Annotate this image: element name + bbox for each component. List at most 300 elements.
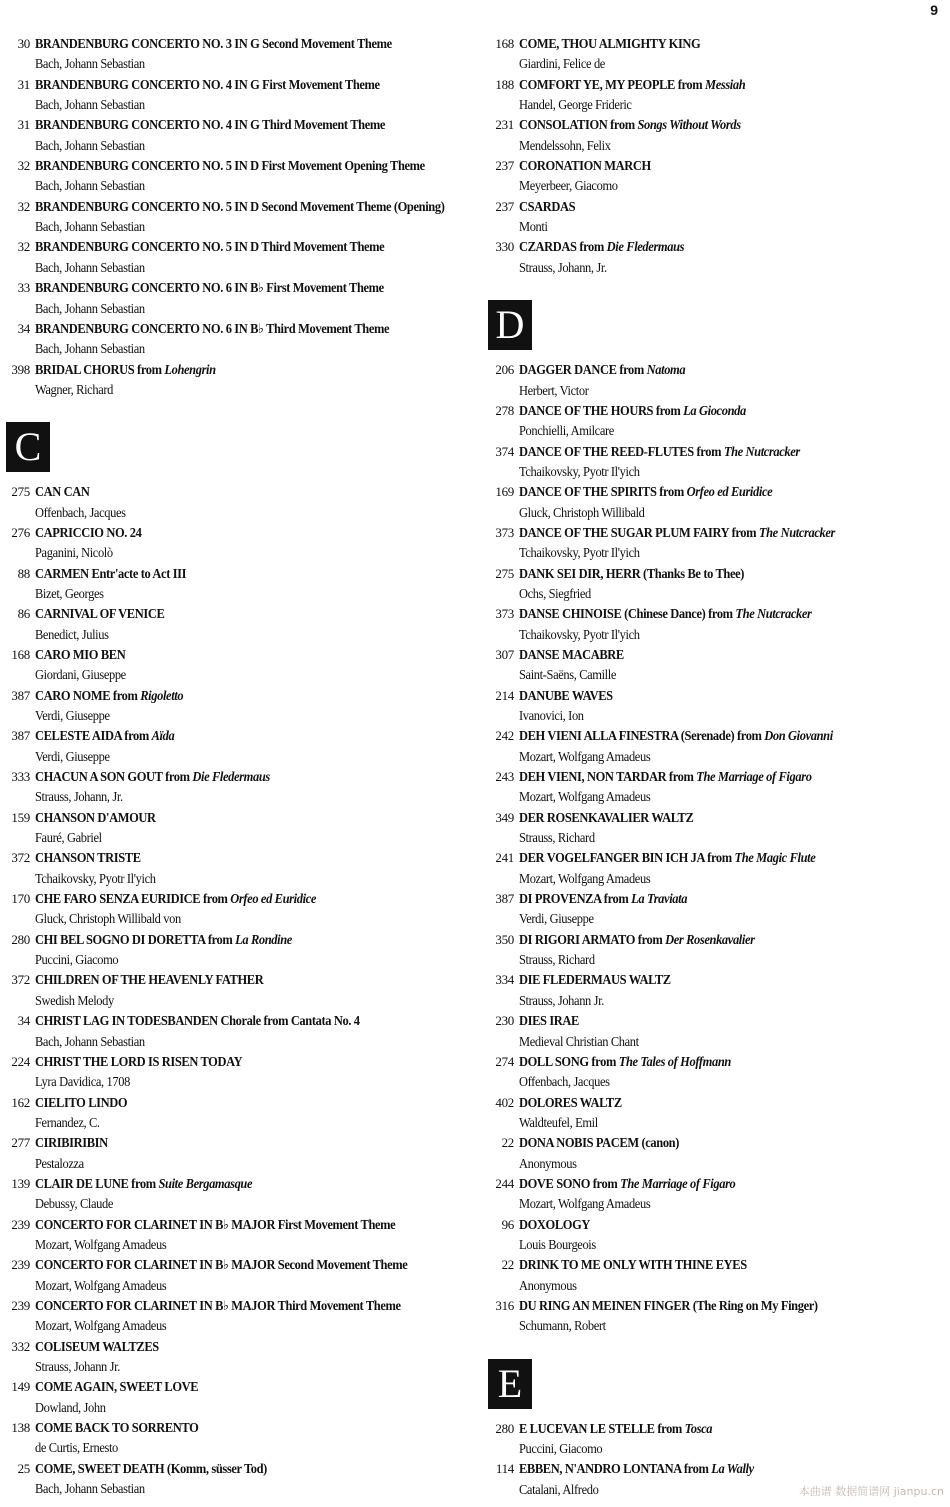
entry-text	[35, 278, 466, 319]
index-entry	[6, 767, 466, 808]
index-entry	[6, 1174, 466, 1215]
title-text: DANSE MACABRE	[519, 646, 624, 662]
source-work: Don Giovanni	[764, 728, 833, 744]
title-text: CELESTE AIDA from	[35, 728, 152, 744]
section-d-list	[488, 360, 938, 1337]
page-ref: 239	[11, 1257, 30, 1273]
page-ref: 372	[11, 850, 30, 866]
title-text: BRANDENBURG CONCERTO NO. 6 IN B♭ First Movement Theme	[35, 280, 384, 296]
entry-text	[35, 156, 466, 197]
index-entry	[6, 1296, 466, 1337]
right-column	[488, 34, 938, 1500]
composer-name: Bach, Johann Sebastian	[35, 137, 145, 153]
entry-title	[519, 564, 909, 584]
page-ref: 32	[17, 239, 30, 255]
section-header-d	[488, 278, 938, 360]
entry-title	[519, 442, 909, 462]
composer-name: Puccini, Giacomo	[35, 952, 119, 968]
title-text: COME, SWEET DEATH (Komm, süsser Tod)	[35, 1460, 267, 1476]
page-ref: 373	[495, 606, 514, 622]
composer-name: Ochs, Siegfried	[519, 585, 591, 601]
page-ref: 32	[17, 158, 30, 174]
index-entry	[488, 197, 938, 238]
entry-title	[35, 1418, 436, 1438]
index-entry	[488, 1296, 938, 1337]
title-text: CIRIBIRIBIN	[35, 1135, 108, 1151]
entry-title	[35, 1133, 436, 1153]
page-ref: 170	[11, 891, 30, 907]
page-ref: 243	[495, 769, 514, 784]
source-work: Suite Bergamasque	[158, 1175, 253, 1191]
page-ref: 31	[17, 76, 30, 92]
composer-name: Bach, Johann Sebastian	[35, 97, 145, 113]
entry-title	[35, 1255, 436, 1275]
index-entry	[6, 360, 466, 401]
entry-title	[519, 604, 909, 624]
entry-text	[35, 360, 466, 401]
entry-text	[35, 889, 466, 930]
page-ref: 25	[17, 1460, 30, 1476]
page-ref: 275	[495, 565, 514, 581]
page-ref: 334	[495, 972, 514, 988]
source-work: Die Fledermaus	[606, 239, 685, 255]
page-ref: 373	[495, 524, 514, 540]
entry-title	[519, 767, 909, 787]
title-text: CARO MIO BEN	[35, 646, 126, 662]
entry-title	[519, 237, 909, 257]
source-work: La Rondine	[235, 931, 292, 947]
composer-name: Verdi, Giuseppe	[519, 911, 594, 927]
composer-name: Herbert, Victor	[519, 382, 589, 398]
page-ref: 22	[501, 1257, 514, 1273]
entry-title	[519, 523, 909, 543]
section-letter-c: C	[6, 422, 50, 472]
entry-text	[35, 1418, 466, 1459]
composer-name: Fernandez, C.	[35, 1114, 100, 1130]
composer-name: Louis Bourgeois	[519, 1236, 596, 1252]
index-entry	[6, 278, 466, 319]
entry-text	[519, 156, 938, 197]
composer-name: Monti	[519, 219, 548, 235]
page-ref: 241	[495, 850, 514, 866]
title-text: CONCERTO FOR CLARINET IN B♭ MAJOR First Movement Theme	[35, 1216, 396, 1232]
entry-text	[519, 1011, 938, 1052]
index-entry	[6, 970, 466, 1011]
composer-name: Mozart, Wolfgang Amadeus	[35, 1236, 167, 1252]
index-entry	[488, 1052, 938, 1093]
entry-text	[519, 197, 938, 238]
index-entry	[488, 808, 938, 849]
entry-text	[35, 1052, 466, 1093]
title-text: DONA NOBIS PACEM (canon)	[519, 1135, 680, 1151]
entry-title	[519, 1255, 909, 1275]
title-text: DIE FLEDERMAUS WALTZ	[519, 972, 671, 988]
index-entry	[488, 156, 938, 197]
entry-text	[519, 360, 938, 401]
index-entry	[6, 889, 466, 930]
title-text: CONCERTO FOR CLARINET IN B♭ MAJOR Third Movement Theme	[35, 1297, 401, 1313]
composer-name: Paganini, Nicolò	[35, 545, 113, 561]
entry-text	[35, 237, 466, 278]
entry-title	[519, 930, 909, 950]
composer-name: Strauss, Johann, Jr.	[35, 789, 123, 805]
index-entry	[6, 930, 466, 971]
entry-title	[35, 808, 436, 828]
page-ref: 33	[17, 280, 30, 296]
index-entry	[6, 726, 466, 767]
source-work: Natoma	[646, 362, 686, 378]
left-column	[6, 34, 466, 1499]
page-ref: 387	[11, 728, 30, 744]
page-ref: 96	[501, 1216, 514, 1232]
entry-title	[35, 889, 436, 909]
index-entry	[6, 848, 466, 889]
composer-name: Schumann, Robert	[519, 1318, 606, 1334]
source-work: The Marriage of Figaro	[620, 1175, 736, 1191]
index-entry	[488, 482, 938, 523]
title-text: DEH VIENI, NON TARDAR from	[519, 769, 697, 784]
composer-name: Bach, Johann Sebastian	[35, 219, 145, 235]
entry-title	[519, 1174, 909, 1194]
title-text: BRANDENBURG CONCERTO NO. 3 IN G Second Movement Theme	[35, 36, 392, 51]
title-text: DEH VIENI ALLA FINESTRA (Serenade) from	[519, 728, 765, 744]
page-ref: 244	[495, 1175, 514, 1191]
title-text: E LUCEVAN LE STELLE from	[519, 1420, 685, 1436]
page-ref: 332	[11, 1338, 30, 1354]
watermark: 本曲谱 数据简谱网 jianpu.cn	[798, 1485, 944, 1498]
index-entry	[488, 442, 938, 483]
source-work: Tosca	[684, 1420, 713, 1436]
composer-name: de Curtis, Ernesto	[35, 1440, 118, 1456]
index-entry	[488, 1174, 938, 1215]
page-ref: 169	[495, 484, 514, 500]
composer-name: Mozart, Wolfgang Amadeus	[35, 1277, 167, 1293]
entry-title	[519, 686, 909, 706]
title-text: CARO NOME from	[35, 687, 141, 703]
index-entry	[6, 156, 466, 197]
source-work: The Nutcracker	[723, 443, 800, 459]
entry-title	[35, 115, 436, 135]
composer-name: Benedict, Julius	[35, 626, 109, 642]
index-entry	[6, 645, 466, 686]
source-work: Die Fledermaus	[192, 769, 270, 784]
index-entry	[6, 115, 466, 156]
index-entry	[488, 34, 938, 75]
index-entry	[6, 1093, 466, 1134]
entry-text	[519, 1215, 938, 1256]
page-ref: 31	[17, 117, 30, 133]
index-entry	[488, 1011, 938, 1052]
title-text: COMFORT YE, MY PEOPLE from	[519, 76, 705, 92]
entry-text	[519, 1419, 938, 1460]
source-work: Messiah	[705, 76, 746, 92]
page-ref: 239	[11, 1216, 30, 1232]
page-ref: 34	[17, 320, 30, 336]
entry-text	[519, 970, 938, 1011]
entry-title	[35, 278, 436, 298]
page-ref: 239	[11, 1297, 30, 1313]
entry-text	[519, 1133, 938, 1174]
title-text: CSARDAS	[519, 198, 576, 214]
title-text: DOLORES WALTZ	[519, 1094, 622, 1110]
index-entry	[6, 564, 466, 605]
page-ref: 349	[495, 809, 514, 825]
title-text: DANUBE WAVES	[519, 687, 613, 703]
page-ref: 387	[11, 687, 30, 703]
entry-text	[35, 1011, 466, 1052]
source-work: The Tales of Hoffmann	[618, 1053, 731, 1069]
entry-text	[519, 442, 938, 483]
source-work: La Gioconda	[683, 402, 746, 418]
title-text: CZARDAS from	[519, 239, 607, 255]
index-entry	[488, 360, 938, 401]
index-entry	[6, 808, 466, 849]
composer-name: Ponchielli, Amilcare	[519, 423, 614, 439]
title-text: CARMEN Entr'acte to Act III	[35, 565, 187, 581]
entry-title	[35, 34, 436, 54]
entry-title	[519, 401, 909, 421]
entry-title	[519, 808, 909, 828]
entry-text	[519, 645, 938, 686]
entry-text	[35, 564, 466, 605]
title-text: DOXOLOGY	[519, 1216, 591, 1232]
index-entry	[6, 75, 466, 116]
right-top-list	[488, 34, 938, 278]
page-ref: 86	[17, 606, 30, 622]
title-text: DANK SEI DIR, HERR (Thanks Be to Thee)	[519, 565, 745, 581]
entry-text	[35, 1337, 466, 1378]
entry-text	[35, 197, 475, 238]
entry-title	[35, 564, 436, 584]
composer-name: Bach, Johann Sebastian	[35, 56, 145, 72]
composer-name: Mozart, Wolfgang Amadeus	[519, 1196, 651, 1212]
page-ref: 307	[495, 646, 514, 662]
composer-name: Strauss, Johann, Jr.	[519, 259, 607, 275]
composer-name: Tchaikovsky, Pyotr Il'yich	[519, 545, 640, 561]
section-header-e	[488, 1337, 938, 1419]
index-entry	[6, 523, 466, 564]
title-text: CAN CAN	[35, 484, 90, 500]
composer-name: Gluck, Christoph Willibald von	[35, 911, 181, 927]
entry-title	[35, 848, 436, 868]
entry-text	[35, 1174, 466, 1215]
title-text: DANSE CHINOISE (Chinese Dance) from	[519, 606, 736, 622]
entry-title	[519, 1215, 909, 1235]
composer-name: Pestalozza	[35, 1155, 84, 1171]
composer-name: Bach, Johann Sebastian	[35, 1481, 145, 1497]
page-ref: 159	[11, 809, 30, 825]
index-entry	[488, 1215, 938, 1256]
source-work: Rigoletto	[140, 687, 184, 703]
composer-name: Verdi, Giuseppe	[35, 748, 110, 764]
entry-text	[35, 482, 466, 523]
index-entry	[6, 686, 466, 727]
index-entry	[6, 482, 466, 523]
composer-name: Tchaikovsky, Pyotr Il'yich	[519, 463, 640, 479]
page-ref: 350	[495, 931, 514, 947]
page-ref: 278	[495, 402, 514, 418]
page-ref: 206	[495, 362, 514, 378]
title-text: CHI BEL SOGNO DI DORETTA from	[35, 931, 236, 947]
section-letter-d: D	[488, 300, 532, 350]
page-ref: 398	[11, 361, 30, 377]
title-text: CHRIST LAG IN TODESBANDEN Chorale from Cantata No. 4	[35, 1013, 360, 1029]
entry-title	[35, 1174, 436, 1194]
title-text: COLISEUM WALTZES	[35, 1338, 159, 1354]
index-entry	[488, 523, 938, 564]
title-text: DER ROSENKAVALIER WALTZ	[519, 809, 694, 825]
entry-text	[519, 564, 938, 605]
page-ref: 138	[11, 1420, 30, 1435]
title-text: CAPRICCIO NO. 24	[35, 524, 142, 540]
page-ref: 402	[495, 1094, 514, 1110]
composer-name: Gluck, Christoph Willibald	[519, 504, 645, 520]
page-ref: 168	[11, 646, 30, 662]
composer-name: Mendelssohn, Felix	[519, 137, 611, 153]
page-ref: 149	[11, 1379, 30, 1395]
title-text: DOVE SONO from	[519, 1175, 621, 1191]
entry-title	[35, 970, 436, 990]
entry-text	[35, 1459, 466, 1500]
title-text: BRANDENBURG CONCERTO NO. 5 IN D Second Movement Theme (Opening)	[35, 198, 445, 214]
composer-name: Mozart, Wolfgang Amadeus	[35, 1318, 167, 1334]
title-text: CIELITO LINDO	[35, 1094, 128, 1110]
page-ref: 139	[11, 1175, 30, 1191]
index-entry	[488, 237, 938, 278]
entry-text	[519, 1255, 938, 1296]
entry-title	[519, 360, 909, 380]
index-entry	[6, 1418, 466, 1459]
entry-title	[519, 75, 909, 95]
entry-title	[35, 482, 436, 502]
entry-text	[519, 930, 938, 971]
entry-title	[35, 237, 436, 257]
title-text: BRANDENBURG CONCERTO NO. 6 IN B♭ Third Movement Theme	[35, 320, 390, 336]
composer-name: Saint-Saëns, Camille	[519, 667, 617, 683]
entry-text	[519, 75, 938, 116]
index-entry	[488, 1419, 938, 1460]
composer-name: Mozart, Wolfgang Amadeus	[519, 789, 651, 805]
entry-title	[35, 1377, 436, 1397]
entry-text	[519, 115, 938, 156]
composer-name: Tchaikovsky, Pyotr Il'yich	[519, 626, 640, 642]
entry-title	[519, 34, 909, 54]
composer-name: Strauss, Richard	[519, 952, 595, 968]
composer-name: Anonymous	[519, 1277, 577, 1293]
page-ref: 316	[495, 1297, 514, 1313]
composer-name: Anonymous	[519, 1155, 577, 1171]
source-work: The Marriage of Figaro	[696, 769, 812, 784]
page-ref: 387	[495, 891, 514, 907]
page-ref: 88	[17, 565, 30, 581]
entry-text	[519, 808, 938, 849]
entry-title	[35, 523, 436, 543]
entry-text	[519, 1093, 938, 1134]
title-text: DANCE OF THE SPIRITS from	[519, 484, 687, 500]
entry-title	[35, 686, 436, 706]
entry-text	[35, 75, 466, 116]
title-text: CORONATION MARCH	[519, 158, 651, 174]
index-entry	[488, 726, 938, 767]
page-ref: 372	[11, 972, 30, 988]
entry-text	[519, 848, 938, 889]
composer-name: Bach, Johann Sebastian	[35, 1033, 145, 1049]
entry-title	[519, 1459, 909, 1479]
source-work: Orfeo ed Euridice	[686, 484, 773, 500]
composer-name: Catalani, Alfredo	[519, 1481, 599, 1497]
page-ref: 32	[17, 198, 30, 214]
index-entry	[488, 604, 938, 645]
page-ref: 275	[11, 484, 30, 500]
composer-name: Offenbach, Jacques	[519, 1074, 610, 1090]
index-entry	[488, 1093, 938, 1134]
entry-text	[519, 604, 938, 645]
index-entry	[488, 889, 938, 930]
page-ref: 231	[495, 117, 514, 133]
entry-title	[35, 604, 436, 624]
page-ref: 22	[501, 1135, 514, 1151]
source-work: Lohengrin	[164, 361, 216, 377]
title-text: DU RING AN MEINEN FINGER (The Ring on My Finger)	[519, 1297, 818, 1313]
page-number: 9	[930, 2, 938, 18]
section-letter-e: E	[488, 1359, 532, 1409]
composer-name: Meyerbeer, Giacomo	[519, 178, 618, 194]
source-work: The Nutcracker	[735, 606, 812, 622]
page-ref: 330	[495, 239, 514, 255]
index-entry	[488, 1255, 938, 1296]
entry-text	[35, 848, 466, 889]
title-text: DIES IRAE	[519, 1013, 579, 1029]
left-top-list	[6, 34, 466, 400]
source-work: La Traviata	[631, 891, 688, 907]
title-text: COME BACK TO SORRENTO	[35, 1420, 199, 1435]
entry-text	[35, 319, 466, 360]
composer-name: Debussy, Claude	[35, 1196, 114, 1212]
entry-text	[35, 1377, 466, 1418]
entry-title	[35, 1052, 436, 1072]
title-text: CHRIST THE LORD IS RISEN TODAY	[35, 1053, 243, 1069]
entry-title	[35, 1215, 436, 1235]
composer-name: Bach, Johann Sebastian	[35, 259, 145, 275]
index-entry	[6, 1052, 466, 1093]
entry-text	[519, 767, 938, 808]
entry-title	[519, 156, 909, 176]
entry-text	[35, 1296, 466, 1337]
composer-name: Tchaikovsky, Pyotr Il'yich	[35, 870, 156, 886]
index-entry	[488, 564, 938, 605]
entry-title	[519, 482, 909, 502]
entry-text	[519, 34, 938, 75]
title-text: BRANDENBURG CONCERTO NO. 5 IN D Third Movement Theme	[35, 239, 385, 255]
composer-name: Swedish Melody	[35, 992, 114, 1008]
page-ref: 114	[495, 1461, 514, 1477]
title-text: CLAIR DE LUNE from	[35, 1175, 159, 1191]
entry-title	[35, 75, 436, 95]
index-entry	[6, 1255, 466, 1296]
page-ref: 162	[11, 1094, 30, 1110]
source-work: Orfeo ed Euridice	[230, 891, 316, 907]
entry-title	[35, 645, 436, 665]
page-ref: 214	[495, 687, 514, 703]
entry-title	[35, 1296, 436, 1316]
composer-name: Medieval Christian Chant	[519, 1033, 639, 1049]
section-header-c	[6, 400, 466, 482]
entry-title	[519, 115, 909, 135]
page-ref: 280	[495, 1420, 514, 1436]
entry-text	[519, 401, 938, 442]
source-work: Aïda	[151, 728, 175, 744]
source-work: Der Rosenkavalier	[665, 931, 755, 947]
